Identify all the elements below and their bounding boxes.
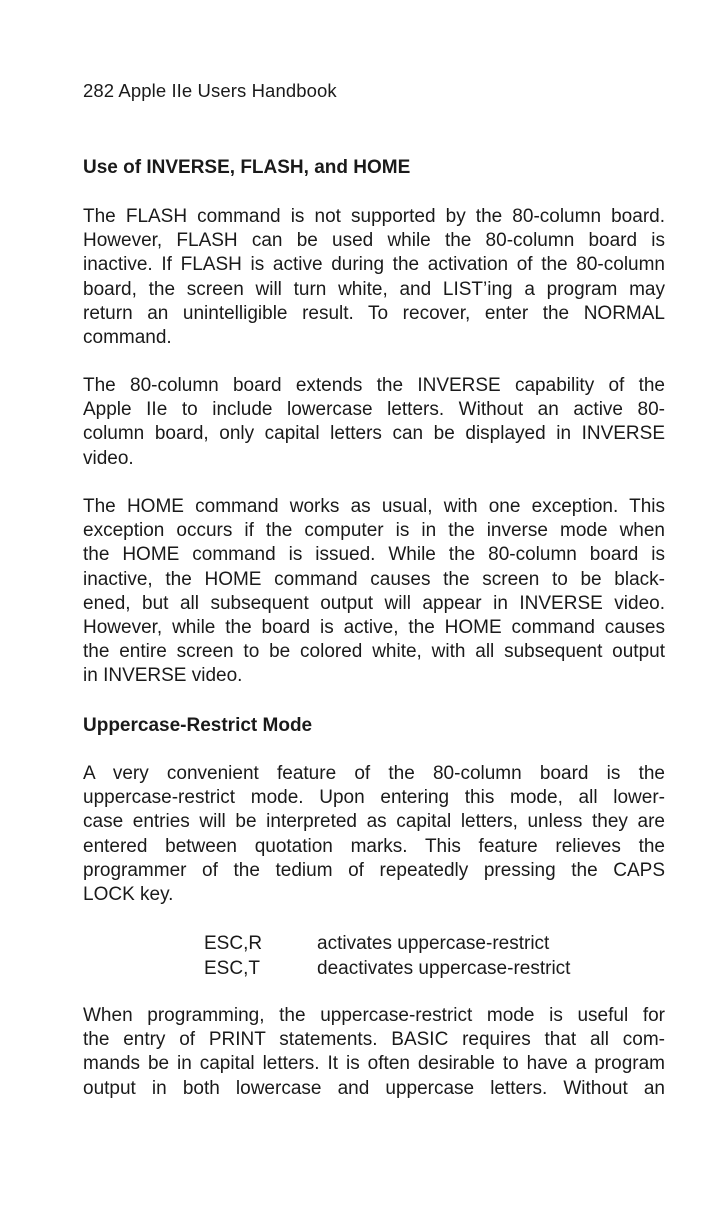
text-line: A very convenient feature of the 80-column board is the (83, 763, 665, 784)
paragraph-inverse (83, 374, 665, 471)
text-line: the HOME command is issued. While the 80-column board is (83, 544, 665, 566)
command-description: deactivates uppercase-restrict (317, 957, 571, 979)
paragraph-flash (83, 205, 665, 350)
text-line: ened, but all subsequent output will appear in INVERSE video. (83, 592, 665, 614)
text-line: output in both lowercase and uppercase letters. Without an (83, 1077, 665, 1099)
escape-command-table (204, 932, 570, 981)
command-row (204, 932, 570, 957)
text-line: exception occurs if the computer is in the inverse mode when (83, 520, 665, 542)
text-line: uppercase-restrict mode. Upon entering this mode, all lower- (83, 787, 665, 809)
command-key: ESC,T (204, 957, 260, 979)
text-line: The HOME command works as usual, with one exception. This (83, 496, 665, 517)
text-line: However, while the board is active, the HOME command causes (83, 616, 665, 638)
text-line: mands be in capital letters. It is often desirable to have a program (83, 1053, 665, 1075)
text-line: When programming, the uppercase-restrict mode is useful for (83, 1005, 665, 1026)
section-heading-inverse-flash-home: Use of INVERSE, FLASH, and HOME (83, 157, 411, 178)
text-line: inactive, the HOME command causes the screen to be black- (83, 568, 665, 590)
text-line: command. (83, 326, 172, 348)
text-line: However, FLASH can be used while the 80-column board is (83, 230, 665, 252)
text-line: LOCK key. (83, 883, 174, 905)
paragraph-uppercase-restrict (83, 762, 665, 907)
text-line: The 80-column board extends the INVERSE capability of the (83, 375, 665, 396)
text-line: programmer of the tedium of repeatedly pressing the CAPS (83, 859, 665, 881)
text-line: column board, only capital letters can be displayed in INVERSE (83, 423, 665, 445)
running-head: 282 Apple IIe Users Handbook (83, 80, 337, 101)
command-description: activates uppercase-restrict (317, 933, 550, 954)
text-line: The FLASH command is not supported by the 80-column board. (83, 206, 665, 227)
text-line: video. (83, 447, 134, 469)
command-row (204, 957, 570, 982)
text-line: board, the screen will turn white, and LIST’ing a program may (83, 278, 665, 300)
section-heading-uppercase-restrict: Uppercase-Restrict Mode (83, 715, 313, 736)
text-line: the entire screen to be colored white, with all subsequent output (83, 641, 665, 663)
text-line: entered between quotation marks. This feature relieves the (83, 835, 665, 857)
text-line: inactive. If FLASH is active during the activation of the 80-column (83, 254, 665, 276)
text-line: in INVERSE video. (83, 665, 243, 687)
text-line: case entries will be interpreted as capital letters, unless they are (83, 811, 665, 833)
text-line: the entry of PRINT statements. BASIC requires that all com- (83, 1029, 665, 1051)
paragraph-programming (83, 1004, 665, 1101)
command-key: ESC,R (204, 933, 263, 954)
text-line: Apple IIe to include lowercase letters. Without an active 80- (83, 399, 665, 421)
paragraph-home (83, 495, 665, 689)
text-line: return an unintelligible result. To recover, enter the NORMAL (83, 302, 665, 324)
